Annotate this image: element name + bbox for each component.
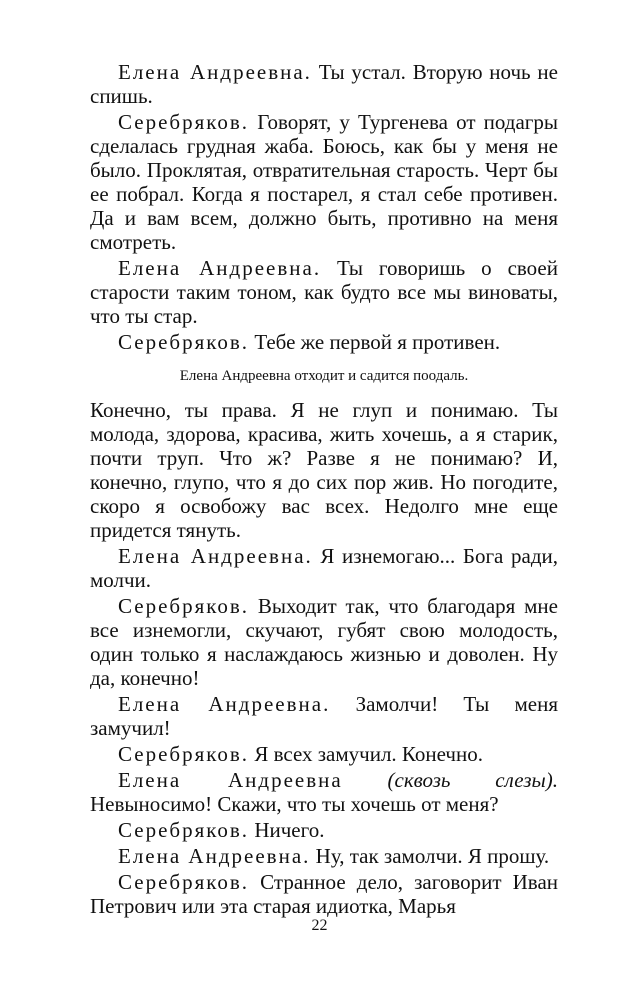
dialogue-line — [90, 330, 558, 354]
speaker-name: Серебряков. — [118, 110, 250, 134]
speech-text: Я изнемогаю... Бога ради, молчи. — [90, 544, 558, 592]
speaker-name: Елена Андреевна. — [118, 692, 331, 716]
speaker-name: Серебряков. — [118, 870, 250, 894]
speech-text: Невыносимо! Скажи, что ты хочешь от меня? — [90, 792, 499, 816]
speech-text: Я всех замучил. Конечно. — [249, 742, 483, 766]
speech-text: Ничего. — [249, 818, 325, 842]
dialogue-line — [90, 544, 558, 592]
dialogue-line — [90, 594, 558, 690]
play-text — [90, 60, 558, 920]
speech-text: Ну, так замолчи. Я прошу. — [310, 844, 550, 868]
speaker-name: Елена Андреевна. — [118, 544, 313, 568]
speaker-name: Серебряков. — [118, 594, 250, 618]
speaker-name: Елена Андреевна. — [118, 256, 322, 280]
page-number: 22 — [311, 917, 328, 934]
speech-text: Замолчи! Ты меня замучил! — [90, 692, 558, 740]
stage-direction: Елена Андреевна отходит и садится поодаль. — [179, 368, 469, 384]
dialogue-line — [90, 870, 558, 918]
dialogue-line — [90, 256, 558, 328]
dialogue-line — [90, 818, 558, 842]
speaker-name: Елена Андреевна. — [118, 844, 311, 868]
speech-text: Говорят, у Тургенева от подагры сделалась грудная жаба. Боюсь, как бы у меня не было. Проклятая, отвратительная старость. Черт бы ее побрал. Когда я постарел, я стал себе противен. Да и вам всем, должно быть, противно на меня смотреть. — [90, 110, 558, 254]
speech-text: Ты устал. Вторую ночь не спишь. — [90, 60, 558, 108]
dialogue-line — [90, 60, 558, 108]
speaker-name: Серебряков. — [118, 818, 250, 842]
speech-text: Ты говоришь о своей старости таким тоном, как будто все мы виноваты, что ты стар. — [90, 256, 558, 328]
speaker-name: Серебряков. — [118, 742, 250, 766]
dialogue-line — [90, 768, 558, 816]
inline-stage-direction: (сквозь слезы). — [342, 768, 558, 792]
dialogue-line — [90, 692, 558, 740]
speech-text: Тебе же первой я противен. — [249, 330, 501, 354]
speech-text: Странное дело, заговорит Иван Петрович или эта старая идиотка, Марья — [90, 870, 558, 918]
speaker-name: Елена Андреевна. — [118, 60, 312, 84]
speaker-name: Серебряков. — [118, 330, 250, 354]
speech-continuation: Конечно, ты права. Я не глуп и понимаю. Ты молода, здорова, красива, жить хочешь, а я старик, почти труп. Что ж? Разве я не понимаю? И, конечно, глупо, что я до сих пор жив. Но погодите, скоро я освобожу вас всех. Недолго мне еще придется тянуть. — [90, 398, 558, 542]
dialogue-line — [90, 110, 558, 254]
speaker-name: Елена Андреевна — [118, 768, 343, 792]
dialogue-line — [90, 742, 558, 766]
dialogue-line — [90, 844, 558, 868]
speech-text: Выходит так, что благодаря мне все изнемогли, скучают, губят свою молодость, один только я наслаждаюсь жизнью и доволен. Ну да, конечно! — [90, 594, 558, 690]
